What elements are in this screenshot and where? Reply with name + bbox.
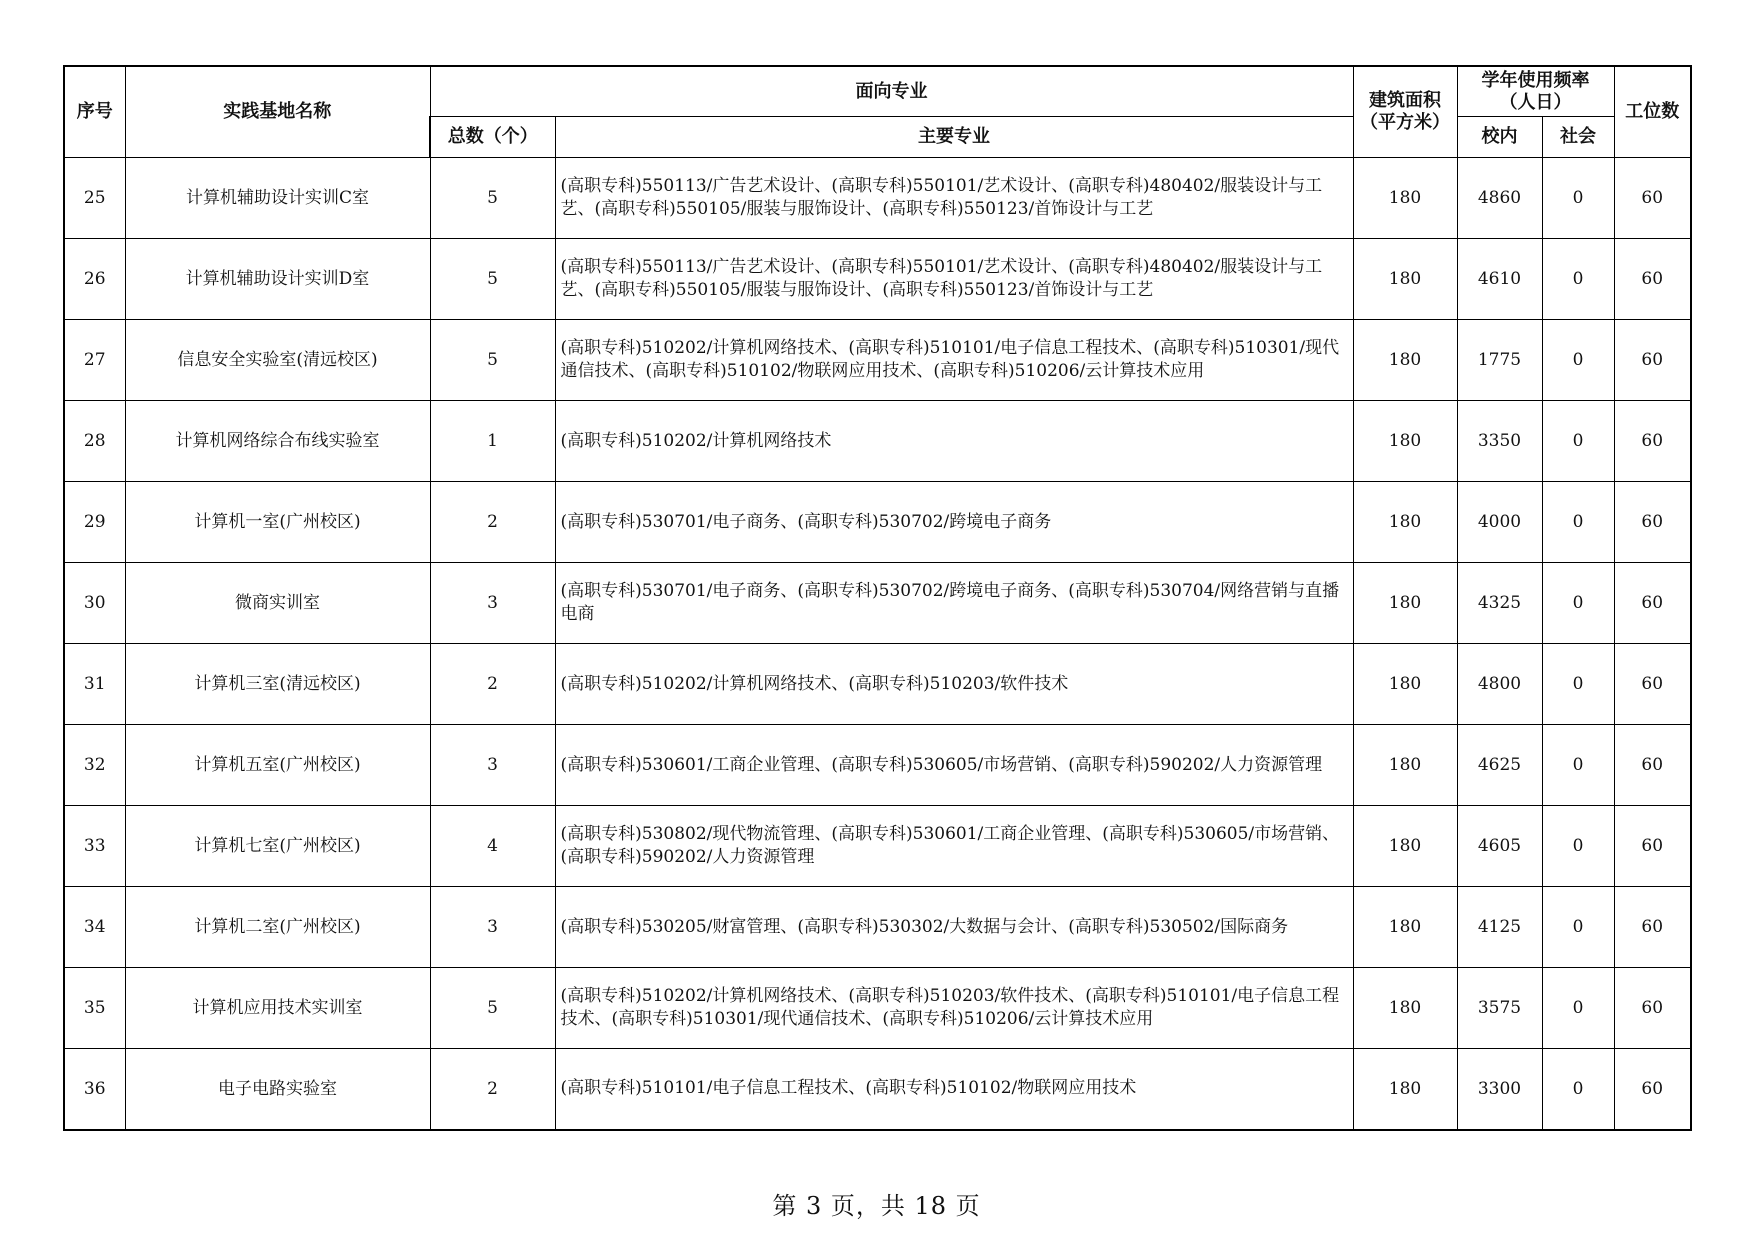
cell-majors: (高职专科)510202/计算机网络技术、(高职专科)510203/软件技术 xyxy=(555,644,1353,725)
cell-stations: 60 xyxy=(1614,887,1691,968)
cell-base-name: 计算机网络综合布线实验室 xyxy=(125,401,430,482)
cell-seq: 28 xyxy=(64,401,125,482)
header-area-line1: 建筑面积 xyxy=(1369,90,1441,111)
cell-seq: 32 xyxy=(64,725,125,806)
cell-society: 0 xyxy=(1542,401,1614,482)
cell-area: 180 xyxy=(1353,887,1457,968)
cell-base-name: 微商实训室 xyxy=(125,563,430,644)
table-row xyxy=(64,482,1691,563)
cell-stations: 60 xyxy=(1614,158,1691,239)
cell-seq: 27 xyxy=(64,320,125,401)
header-oriented-majors: 面向专业 xyxy=(430,66,1353,117)
cell-area: 180 xyxy=(1353,806,1457,887)
cell-society: 0 xyxy=(1542,320,1614,401)
cell-majors: (高职专科)530701/电子商务、(高职专科)530702/跨境电子商务 xyxy=(555,482,1353,563)
cell-area: 180 xyxy=(1353,725,1457,806)
table-row xyxy=(64,401,1691,482)
cell-total: 5 xyxy=(430,158,555,239)
cell-majors: (高职专科)530802/现代物流管理、(高职专科)530601/工商企业管理、(高职专科)530605/市场营销、(高职专科)590202/人力资源管理 xyxy=(555,806,1353,887)
cell-area: 180 xyxy=(1353,239,1457,320)
cell-area: 180 xyxy=(1353,1049,1457,1130)
cell-campus: 4605 xyxy=(1457,806,1542,887)
table-row xyxy=(64,968,1691,1049)
cell-campus: 4610 xyxy=(1457,239,1542,320)
cell-base-name: 计算机三室(清远校区) xyxy=(125,644,430,725)
cell-majors: (高职专科)550113/广告艺术设计、(高职专科)550101/艺术设计、(高职专科)480402/服装设计与工艺、(高职专科)550105/服装与服饰设计、(高职专科)550123/首饰设计与工艺 xyxy=(555,239,1353,320)
header-building-area xyxy=(1353,66,1457,158)
cell-campus: 4625 xyxy=(1457,725,1542,806)
table-row xyxy=(64,725,1691,806)
table-row xyxy=(64,806,1691,887)
cell-seq: 25 xyxy=(64,158,125,239)
cell-society: 0 xyxy=(1542,239,1614,320)
cell-base-name: 计算机五室(广州校区) xyxy=(125,725,430,806)
cell-majors: (高职专科)530701/电子商务、(高职专科)530702/跨境电子商务、(高职专科)530704/网络营销与直播电商 xyxy=(555,563,1353,644)
cell-society: 0 xyxy=(1542,563,1614,644)
table-row xyxy=(64,320,1691,401)
cell-campus: 4000 xyxy=(1457,482,1542,563)
table-row xyxy=(64,158,1691,239)
cell-campus: 4860 xyxy=(1457,158,1542,239)
cell-stations: 60 xyxy=(1614,401,1691,482)
cell-total: 3 xyxy=(430,725,555,806)
cell-total: 2 xyxy=(430,644,555,725)
cell-society: 0 xyxy=(1542,725,1614,806)
cell-stations: 60 xyxy=(1614,644,1691,725)
cell-campus: 4125 xyxy=(1457,887,1542,968)
table-row xyxy=(64,644,1691,725)
table-row xyxy=(64,239,1691,320)
cell-seq: 36 xyxy=(64,1049,125,1130)
cell-base-name: 计算机应用技术实训室 xyxy=(125,968,430,1049)
cell-seq: 33 xyxy=(64,806,125,887)
cell-seq: 31 xyxy=(64,644,125,725)
cell-total: 5 xyxy=(430,239,555,320)
cell-stations: 60 xyxy=(1614,806,1691,887)
cell-base-name: 计算机一室(广州校区) xyxy=(125,482,430,563)
cell-seq: 35 xyxy=(64,968,125,1049)
cell-area: 180 xyxy=(1353,320,1457,401)
cell-campus: 4325 xyxy=(1457,563,1542,644)
cell-seq: 34 xyxy=(64,887,125,968)
cell-campus: 3575 xyxy=(1457,968,1542,1049)
table-row xyxy=(64,887,1691,968)
header-seq: 序号 xyxy=(64,66,125,158)
cell-total: 3 xyxy=(430,887,555,968)
table-row xyxy=(64,1049,1691,1130)
cell-base-name: 电子电路实验室 xyxy=(125,1049,430,1130)
cell-area: 180 xyxy=(1353,482,1457,563)
cell-area: 180 xyxy=(1353,644,1457,725)
cell-stations: 60 xyxy=(1614,239,1691,320)
header-usage-frequency xyxy=(1457,66,1614,117)
cell-stations: 60 xyxy=(1614,968,1691,1049)
cell-society: 0 xyxy=(1542,482,1614,563)
table-row xyxy=(64,563,1691,644)
cell-base-name: 计算机二室(广州校区) xyxy=(125,887,430,968)
cell-base-name: 计算机辅助设计实训D室 xyxy=(125,239,430,320)
header-area-line2: （平方米） xyxy=(1360,112,1450,133)
cell-society: 0 xyxy=(1542,158,1614,239)
cell-area: 180 xyxy=(1353,563,1457,644)
cell-society: 0 xyxy=(1542,806,1614,887)
cell-area: 180 xyxy=(1353,158,1457,239)
cell-majors: (高职专科)530601/工商企业管理、(高职专科)530605/市场营销、(高职专科)590202/人力资源管理 xyxy=(555,725,1353,806)
cell-campus: 3300 xyxy=(1457,1049,1542,1130)
cell-majors: (高职专科)510202/计算机网络技术 xyxy=(555,401,1353,482)
header-society: 社会 xyxy=(1542,117,1614,158)
cell-base-name: 信息安全实验室(清远校区) xyxy=(125,320,430,401)
cell-campus: 4800 xyxy=(1457,644,1542,725)
cell-majors: (高职专科)550113/广告艺术设计、(高职专科)550101/艺术设计、(高职专科)480402/服装设计与工艺、(高职专科)550105/服装与服饰设计、(高职专科)550123/首饰设计与工艺 xyxy=(555,158,1353,239)
cell-total: 2 xyxy=(430,1049,555,1130)
cell-stations: 60 xyxy=(1614,1049,1691,1130)
cell-society: 0 xyxy=(1542,887,1614,968)
cell-stations: 60 xyxy=(1614,482,1691,563)
cell-total: 5 xyxy=(430,968,555,1049)
cell-base-name: 计算机七室(广州校区) xyxy=(125,806,430,887)
page-number: 第 3 页，共 18 页 xyxy=(772,1192,981,1220)
cell-majors: (高职专科)510202/计算机网络技术、(高职专科)510203/软件技术、(高职专科)510101/电子信息工程技术、(高职专科)510301/现代通信技术、(高职专科)510206/云计算技术应用 xyxy=(555,968,1353,1049)
header-base-name: 实践基地名称 xyxy=(125,66,430,158)
cell-society: 0 xyxy=(1542,644,1614,725)
header-stations: 工位数 xyxy=(1614,66,1691,158)
cell-majors: (高职专科)510202/计算机网络技术、(高职专科)510101/电子信息工程技术、(高职专科)510301/现代通信技术、(高职专科)510102/物联网应用技术、(高职专科)510206/云计算技术应用 xyxy=(555,320,1353,401)
cell-majors: (高职专科)530205/财富管理、(高职专科)530302/大数据与会计、(高职专科)530502/国际商务 xyxy=(555,887,1353,968)
cell-seq: 29 xyxy=(64,482,125,563)
practice-base-table xyxy=(63,65,1692,1131)
cell-stations: 60 xyxy=(1614,320,1691,401)
cell-society: 0 xyxy=(1542,968,1614,1049)
cell-area: 180 xyxy=(1353,968,1457,1049)
cell-stations: 60 xyxy=(1614,563,1691,644)
cell-campus: 1775 xyxy=(1457,320,1542,401)
header-freq-line2: （人日） xyxy=(1499,91,1572,113)
cell-area: 180 xyxy=(1353,401,1457,482)
cell-total: 2 xyxy=(430,482,555,563)
cell-base-name: 计算机辅助设计实训C室 xyxy=(125,158,430,239)
cell-campus: 3350 xyxy=(1457,401,1542,482)
cell-majors: (高职专科)510101/电子信息工程技术、(高职专科)510102/物联网应用技术 xyxy=(555,1049,1353,1130)
header-campus: 校内 xyxy=(1457,117,1542,158)
cell-seq: 30 xyxy=(64,563,125,644)
cell-total: 1 xyxy=(430,401,555,482)
cell-total: 5 xyxy=(430,320,555,401)
cell-stations: 60 xyxy=(1614,725,1691,806)
cell-society: 0 xyxy=(1542,1049,1614,1130)
header-main-majors: 主要专业 xyxy=(555,117,1353,158)
cell-seq: 26 xyxy=(64,239,125,320)
header-total: 总数（个） xyxy=(430,117,555,158)
header-freq-line1: 学年使用频率 xyxy=(1481,69,1590,91)
cell-total: 3 xyxy=(430,563,555,644)
cell-total: 4 xyxy=(430,806,555,887)
